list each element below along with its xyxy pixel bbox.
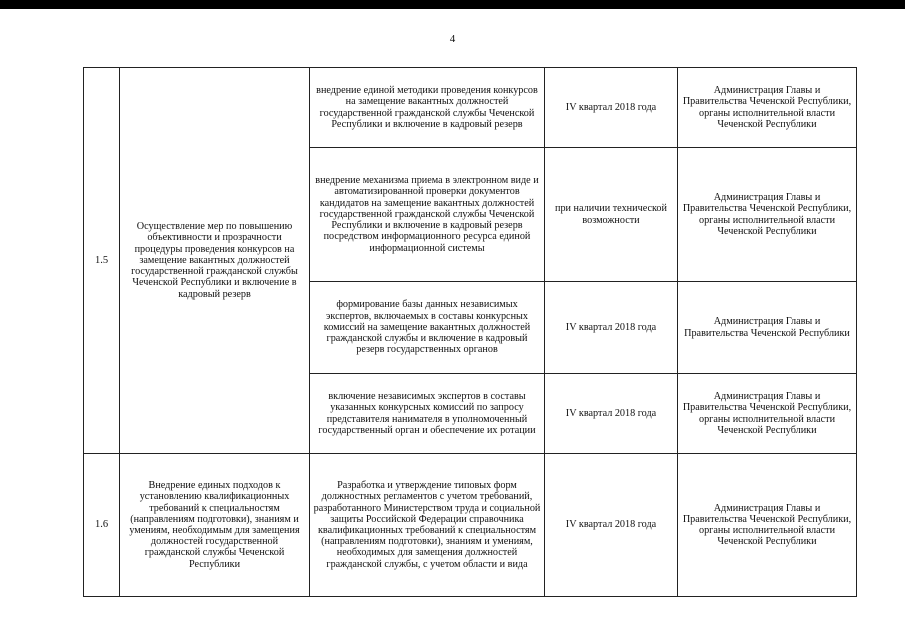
action-cell: включение независимых экспертов в составы указанных конкурсных комиссий по запросу представителя нанимателя в уполномоченный государственный орган и обеспечение их ротации — [310, 374, 545, 454]
measure-cell: Осуществление мер по повышению объективности и прозрачности процедуры проведения конкурсов на замещение вакантных должностей государственной гражданской службы Чеченской Республики и включение в кадровый резерв — [120, 68, 310, 454]
executor-cell: Администрация Главы и Правительства Чеченской Республики, органы исполнительной власти Чеченской Республики — [678, 148, 857, 282]
deadline-cell: IV квартал 2018 года — [545, 374, 678, 454]
action-cell: Разработка и утверждение типовых форм должностных регламентов с учетом требований, разработанного Министерством труда и социальной защиты Российской Федерации справочника квалификационных требований к специальностям (направлениям подготовки), знаниям и умениям, необходимых для замещения должностей гражданской службы, с учетом области и вида — [310, 454, 545, 597]
deadline-cell: IV квартал 2018 года — [545, 68, 678, 148]
deadline-cell: IV квартал 2018 года — [545, 282, 678, 374]
table-row — [84, 68, 857, 148]
executor-cell: Администрация Главы и Правительства Чеченской Республики, органы исполнительной власти Чеченской Республики — [678, 68, 857, 148]
action-cell: формирование базы данных независимых экспертов, включаемых в составы конкурсных комиссий на замещение вакантных должностей гражданской службы и включение в кадровый резерв государственных органов — [310, 282, 545, 374]
deadline-cell: IV квартал 2018 года — [545, 454, 678, 597]
row-number: 1.6 — [84, 454, 120, 597]
scan-top-border — [0, 0, 905, 9]
executor-cell: Администрация Главы и Правительства Чеченской Республики — [678, 282, 857, 374]
measure-cell: Внедрение единых подходов к установлению квалификационных требований к специальностям (направлениям подготовки), знаниям и умениям, необходимым для замещения должностей государственной гражданской службы Чеченской Республики — [120, 454, 310, 597]
deadline-cell: при наличии технической возможности — [545, 148, 678, 282]
measures-table — [83, 67, 857, 597]
executor-cell: Администрация Главы и Правительства Чеченской Республики, органы исполнительной власти Чеченской Республики — [678, 454, 857, 597]
action-cell: внедрение механизма приема в электронном виде и автоматизированной проверки документов кандидатов на замещение вакантных должностей государственной гражданской службы Чеченской Республики и включение в кадровый резерв посредством информационного ресурса единой информационной системы — [310, 148, 545, 282]
page-number: 4 — [449, 33, 456, 45]
row-number: 1.5 — [84, 68, 120, 454]
action-cell: внедрение единой методики проведения конкурсов на замещение вакантных должностей государственной гражданской службы Чеченской Республики и включение в кадровый резерв — [310, 68, 545, 148]
executor-cell: Администрация Главы и Правительства Чеченской Республики, органы исполнительной власти Чеченской Республики — [678, 374, 857, 454]
table-row — [84, 454, 857, 597]
